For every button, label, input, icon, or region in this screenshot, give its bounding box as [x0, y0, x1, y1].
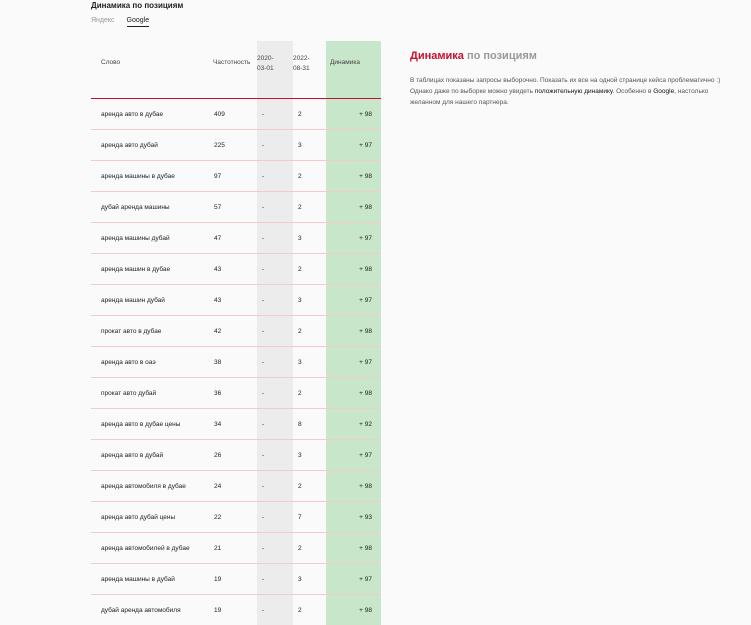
row-date-2-position: 2: [293, 471, 326, 502]
row-word: аренда автомобиля в дубае: [91, 471, 213, 502]
row-frequency: 47: [213, 223, 257, 254]
row-date-2-position: 2: [293, 378, 326, 409]
row-dynamics: + 97: [326, 564, 381, 595]
row-word: аренда авто дубай: [91, 130, 213, 161]
row-frequency: 43: [213, 285, 257, 316]
row-word: аренда машин в дубае: [91, 254, 213, 285]
row-frequency: 26: [213, 440, 257, 471]
table-row: [91, 192, 381, 223]
row-date-1-position: -: [257, 223, 293, 254]
positions-table-container: [91, 41, 381, 603]
row-frequency: 97: [213, 161, 257, 192]
row-date-2-position: 3: [293, 130, 326, 161]
row-date-1-position: -: [257, 471, 293, 502]
row-dynamics: + 98: [326, 471, 381, 502]
table-row: [91, 254, 381, 285]
table-body: [91, 99, 381, 625]
row-date-2-position: 2: [293, 316, 326, 347]
info-text-3: , настолько желанном для нашего партнера.: [410, 88, 708, 106]
row-dynamics: + 98: [326, 192, 381, 223]
table-row: [91, 564, 381, 595]
row-date-2-position: 2: [293, 192, 326, 223]
row-date-1-position: -: [257, 161, 293, 192]
row-word: прокат авто в дубае: [91, 316, 213, 347]
row-frequency: 43: [213, 254, 257, 285]
tab-yandex[interactable]: Яндекс: [91, 17, 115, 27]
row-word: аренда автомобилей в дубае: [91, 533, 213, 564]
table-row: [91, 502, 381, 533]
info-title: [410, 50, 740, 62]
header-frequency: Частотность: [213, 41, 257, 99]
table-row: [91, 471, 381, 502]
positions-table: [91, 41, 381, 625]
row-date-1-position: -: [257, 409, 293, 440]
row-date-2-position: 3: [293, 285, 326, 316]
info-panel: [410, 50, 740, 108]
row-date-1-position: -: [257, 99, 293, 130]
row-date-2-position: 8: [293, 409, 326, 440]
info-title-highlight: Динамика: [410, 50, 464, 62]
info-text-1: В таблицах показаны запросы выборочно. Показать их все на одной странице кейса проблематично :) Однако даже по выборке можно увидеть: [410, 77, 720, 95]
search-engine-tabs: [91, 17, 149, 27]
row-dynamics: + 98: [326, 316, 381, 347]
row-word: аренда машины в дубае: [91, 161, 213, 192]
info-text-2: . Особенно в: [613, 88, 654, 95]
tab-google[interactable]: Google: [127, 17, 150, 27]
row-dynamics: + 98: [326, 254, 381, 285]
row-date-2-position: 7: [293, 502, 326, 533]
row-word: прокат авто дубай: [91, 378, 213, 409]
row-frequency: 38: [213, 347, 257, 378]
table-row: [91, 316, 381, 347]
row-frequency: 42: [213, 316, 257, 347]
row-frequency: 57: [213, 192, 257, 223]
row-word: аренда авто в дубае цены: [91, 409, 213, 440]
row-date-1-position: -: [257, 533, 293, 564]
row-date-2-position: 3: [293, 223, 326, 254]
page-title: Динамика по позициям: [91, 1, 183, 10]
row-date-1-position: -: [257, 378, 293, 409]
row-dynamics: + 97: [326, 440, 381, 471]
row-date-2-position: 3: [293, 440, 326, 471]
row-dynamics: + 97: [326, 130, 381, 161]
row-date-1-position: -: [257, 130, 293, 161]
row-dynamics: + 98: [326, 99, 381, 130]
row-dynamics: + 97: [326, 347, 381, 378]
row-dynamics: + 98: [326, 595, 381, 625]
row-word: аренда машин дубай: [91, 285, 213, 316]
row-word: аренда авто в дубае: [91, 99, 213, 130]
row-dynamics: + 97: [326, 223, 381, 254]
row-date-1-position: -: [257, 502, 293, 533]
row-word: аренда машины в дубай: [91, 564, 213, 595]
row-date-2-position: 3: [293, 347, 326, 378]
row-dynamics: + 93: [326, 502, 381, 533]
row-frequency: 19: [213, 595, 257, 625]
header-dynamics: Динамика: [326, 41, 381, 99]
info-title-rest: по позициям: [464, 50, 537, 62]
row-date-1-position: -: [257, 285, 293, 316]
table-row: [91, 595, 381, 625]
table-row: [91, 161, 381, 192]
row-frequency: 24: [213, 471, 257, 502]
row-dynamics: + 98: [326, 161, 381, 192]
row-word: аренда машины дубай: [91, 223, 213, 254]
row-word: дубай аренда машины: [91, 192, 213, 223]
row-word: аренда авто дубай цены: [91, 502, 213, 533]
header-word: Слово: [91, 41, 213, 99]
row-date-1-position: -: [257, 254, 293, 285]
row-word: дубай аренда автомобиля: [91, 595, 213, 625]
table-row: [91, 347, 381, 378]
row-dynamics: + 98: [326, 378, 381, 409]
table-row: [91, 99, 381, 130]
row-word: аренда авто в оаэ: [91, 347, 213, 378]
row-date-2-position: 2: [293, 533, 326, 564]
table-row: [91, 130, 381, 161]
info-text-bold-1: положительную динамику: [535, 88, 613, 95]
table-row: [91, 378, 381, 409]
row-frequency: 21: [213, 533, 257, 564]
row-frequency: 22: [213, 502, 257, 533]
table-row: [91, 223, 381, 254]
row-date-1-position: -: [257, 440, 293, 471]
row-date-1-position: -: [257, 564, 293, 595]
row-word: аренда авто в дубай: [91, 440, 213, 471]
row-date-1-position: -: [257, 316, 293, 347]
row-date-2-position: 2: [293, 99, 326, 130]
row-date-2-position: 2: [293, 161, 326, 192]
table-row: [91, 533, 381, 564]
row-frequency: 225: [213, 130, 257, 161]
row-date-1-position: -: [257, 347, 293, 378]
table-row: [91, 440, 381, 471]
info-text-bold-2: Google: [653, 88, 674, 95]
row-frequency: 36: [213, 378, 257, 409]
table-row: [91, 285, 381, 316]
row-date-2-position: 2: [293, 595, 326, 625]
row-frequency: 34: [213, 409, 257, 440]
table-row: [91, 409, 381, 440]
header-date-1: 2020- 03-01: [257, 41, 293, 99]
row-frequency: 409: [213, 99, 257, 130]
row-date-1-position: -: [257, 192, 293, 223]
row-dynamics: + 97: [326, 285, 381, 316]
row-dynamics: + 92: [326, 409, 381, 440]
row-date-2-position: 3: [293, 564, 326, 595]
info-text: [410, 75, 725, 108]
row-date-2-position: 2: [293, 254, 326, 285]
header-date-2: 2022- 08-31: [293, 41, 326, 99]
row-date-1-position: -: [257, 595, 293, 625]
row-frequency: 19: [213, 564, 257, 595]
table-header-row: [91, 41, 381, 99]
row-dynamics: + 98: [326, 533, 381, 564]
